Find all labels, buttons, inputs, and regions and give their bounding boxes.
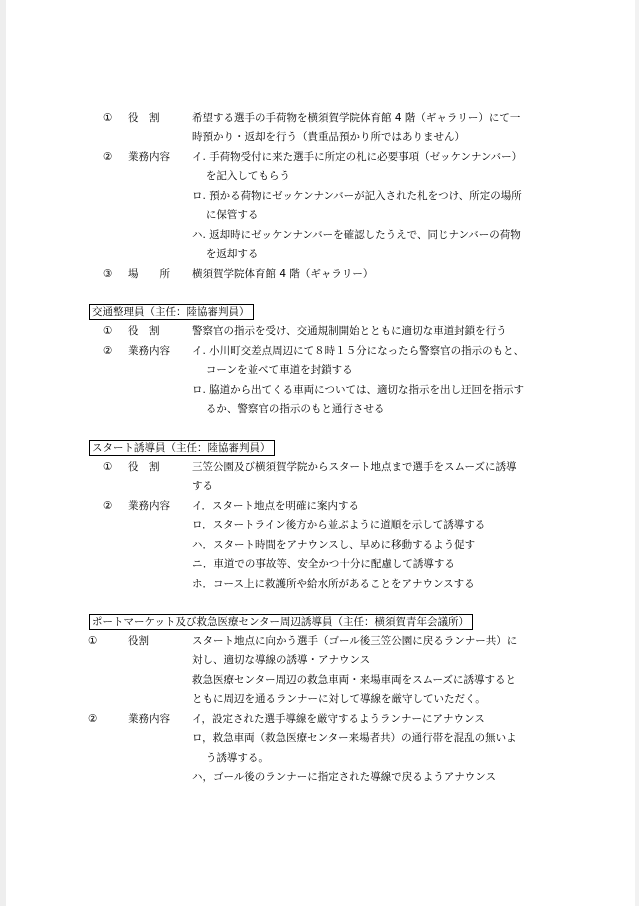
- item-label-duty: 業務内容: [128, 151, 170, 163]
- item-number: ②: [103, 500, 113, 512]
- duty-text-line: ロ. 脇道から出てくる車両については、適切な指示を出し迂回を指示す: [192, 384, 524, 396]
- role-text-line: 時預かり・返却を行う（貴重品預かり所ではありません）: [192, 131, 465, 143]
- duty-text-line: ホ．コース上に救護所や給水所があることをアナウンスする: [192, 578, 475, 590]
- item-number: ①: [103, 112, 113, 124]
- item-label-duty: 業務内容: [128, 500, 170, 512]
- duty-text-line: に保管する: [192, 209, 259, 221]
- role-text-line: する: [192, 480, 213, 492]
- role-text-line: 警察官の指示を受け、交通規制開始とともに適切な車道封鎖を行う: [192, 325, 507, 337]
- role-text-line: スタート地点に向かう選手（ゴール後三笠公園に戻るランナー共）に: [192, 635, 518, 647]
- item-label-role: 役 割: [128, 112, 160, 124]
- item-label-role: 役 割: [128, 461, 160, 473]
- item-number: ②: [103, 345, 113, 357]
- item-label-duty: 業務内容: [128, 345, 170, 357]
- duty-text-line: るか、警察官の指示のもと通行させる: [192, 403, 385, 415]
- item-number: ①: [88, 635, 98, 647]
- duty-text-line: ハ，ゴール後のランナーに指定された導線で戻るようアナウンス: [192, 771, 496, 783]
- section-heading: スタート誘導員（主任：陸協審判員）: [89, 440, 275, 456]
- item-label-duty: 業務内容: [128, 713, 170, 725]
- page-right-edge: [635, 0, 639, 906]
- duty-text-line: イ. 手荷物受付に来た選手に所定の札に必要事項（ゼッケンナンバー）: [192, 151, 523, 163]
- role-text-line: 希望する選手の手荷物を横須賀学院体育館 4 階（ギャラリー）にて一: [192, 112, 521, 124]
- duty-text-line: を返却する: [192, 248, 259, 260]
- item-number: ②: [88, 713, 98, 725]
- duty-text-line: う誘導する。: [192, 752, 269, 764]
- item-label-role: 役 割: [128, 325, 160, 337]
- duty-text-line: ニ．車道での事故等、安全かつ十分に配慮して誘導する: [192, 558, 455, 570]
- item-number: ①: [103, 325, 113, 337]
- role-text-line: 三笠公園及び横須賀学院からスタート地点まで選手をスムーズに誘導: [192, 461, 517, 473]
- duty-text-line: ロ. 預かる荷物にゼッケンナンバーが記入された札をつけ、所定の場所: [192, 190, 522, 202]
- item-number: ③: [103, 268, 113, 280]
- role-text-line: 救急医療センター周辺の救急車両・来場車両をスムーズに誘導すると: [192, 674, 517, 686]
- role-text-line: ともに周辺を通るランナーに対して導線を厳守していただく。: [192, 693, 486, 705]
- duty-text-line: ハ．スタート時間をアナウンスし、早めに移動するよう促す: [192, 539, 476, 551]
- duty-text-line: を記入してもらう: [192, 170, 290, 182]
- section-heading: 交通整理員（主任：陸協審判員）: [89, 304, 254, 320]
- item-label-place: 場 所: [128, 268, 170, 280]
- duty-text-line: ロ．スタートライン後方から並ぶように道順を示して誘導する: [192, 519, 486, 531]
- duty-text-line: ハ. 返却時にゼッケンナンバーを確認したうえで、同じナンバーの荷物: [192, 229, 521, 241]
- item-number: ②: [103, 151, 113, 163]
- duty-text-line: イ．スタート地点を明確に案内する: [192, 500, 360, 512]
- role-text-line: 対し、適切な導線の誘導・アナウンス: [192, 654, 371, 666]
- item-label-role: 役割: [128, 635, 149, 647]
- duty-text-line: コーンを並べて車道を封鎖する: [192, 364, 353, 376]
- duty-text-line: ロ，救急車両（救急医療センター来場者共）の通行帯を混乱の無いよ: [192, 732, 517, 744]
- place-text: 横須賀学院体育館 4 階（ギャラリー）: [192, 268, 374, 280]
- page-left-edge: [0, 0, 6, 906]
- duty-text-line: イ. 小川町交差点周辺にて８時１５分になったら警察官の指示のもと、: [192, 345, 525, 357]
- duty-text-line: イ，設定された選手導線を厳守するようランナーにアナウンス: [192, 713, 485, 725]
- item-number: ①: [103, 461, 113, 473]
- section-heading: ポートマーケット及び救急医療センター周辺誘導員（主任：横須賀青年会議所）: [89, 614, 473, 630]
